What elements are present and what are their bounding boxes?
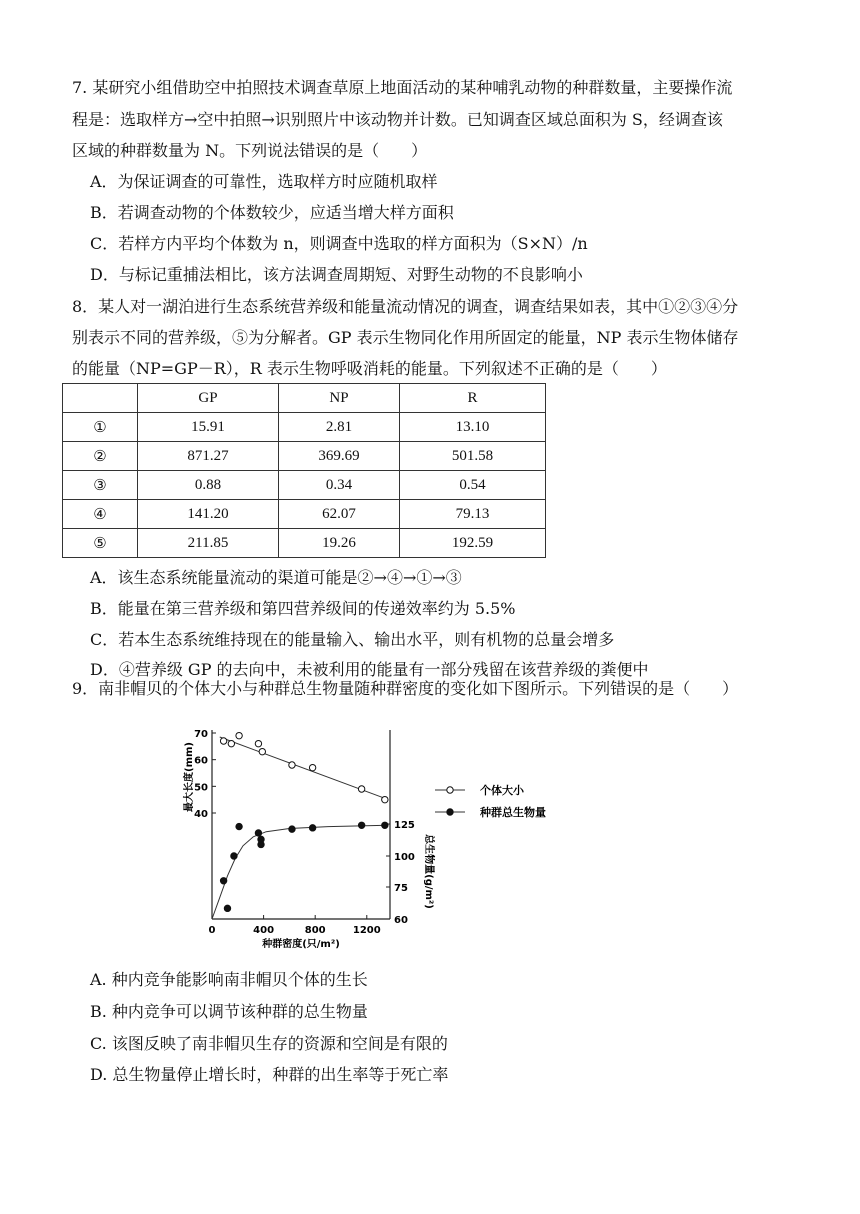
fit-curve <box>212 825 385 919</box>
data-point-filled <box>255 830 261 836</box>
y-right-tick-label: 75 <box>394 883 408 894</box>
data-point-filled <box>258 836 264 842</box>
table-cell: 0.54 <box>400 471 546 500</box>
table-row <box>63 471 546 500</box>
y-right-tick-label: 125 <box>394 820 415 831</box>
table-cell: 0.88 <box>138 471 279 500</box>
table-cell: ④ <box>63 500 138 529</box>
table-header-cell <box>63 384 138 413</box>
y-left-axis-label: 最大长度(mm) <box>184 742 195 812</box>
y-right-tick-label: 100 <box>394 852 415 863</box>
q8-option-b: B．能量在第三营养级和第四营养级间的传递效率约为 5.5% <box>90 599 516 618</box>
y-left-tick-label: 40 <box>194 809 208 820</box>
q7-option-a: A．为保证调查的可靠性，选取样方时应随机取样 <box>90 172 438 191</box>
data-point-open <box>259 748 265 754</box>
q7-stem-line-2: 程是：选取样方→空中拍照→识别照片中该动物并计数。已知调查区域总面积为 S，经调查该 <box>72 110 723 129</box>
q7-option-b: B．若调查动物的个体数较少，应适当增大样方面积 <box>90 203 454 222</box>
energy-table <box>62 383 546 558</box>
legend-marker <box>447 787 453 793</box>
table-header-cell: R <box>400 384 546 413</box>
table-cell: ① <box>63 413 138 442</box>
table-row <box>63 529 546 558</box>
legend-label: 种群总生物量 <box>480 806 546 819</box>
y-right-axis-label: 总生物量(g/m²) <box>423 834 434 909</box>
q9-option-c: C. 该图反映了南非帽贝生存的资源和空间是有限的 <box>90 1034 448 1053</box>
table-cell: ③ <box>63 471 138 500</box>
data-point-filled <box>358 822 364 828</box>
table-row <box>63 442 546 471</box>
population-density-chart <box>184 718 590 958</box>
data-point-open <box>358 786 364 792</box>
table-cell: ⑤ <box>63 529 138 558</box>
y-left-tick-label: 60 <box>194 755 208 767</box>
y-left-tick-label: 50 <box>194 782 208 794</box>
data-point-open <box>236 732 242 738</box>
q8-stem-line-1: 8．某人对一湖泊进行生态系统营养级和能量流动情况的调查，调查结果如表，其中①②③④分 <box>72 297 739 316</box>
q8-option-a: A．该生态系统能量流动的渠道可能是②→④→①→③ <box>90 568 462 587</box>
table-cell: 192.59 <box>400 529 546 558</box>
data-point-filled <box>220 878 226 884</box>
q7-stem-line-1: 7. 某研究小组借助空中拍照技术调查草原上地面活动的某种哺乳动物的种群数量，主要操作流 <box>72 78 733 97</box>
table-cell: 2.81 <box>279 413 400 442</box>
data-point-open <box>309 764 315 770</box>
x-tick-label: 0 <box>208 925 216 936</box>
table-header-cell: NP <box>279 384 400 413</box>
chart-marks <box>212 732 388 919</box>
q8-option-c: C．若本生态系统维持现在的能量输入、输出水平，则有机物的总量会增多 <box>90 630 615 649</box>
q8-stem-line-3: 的能量（NP=GP－R），R 表示生物呼吸消耗的能量。下列叙述不正确的是（ ） <box>72 359 667 378</box>
table-cell: 19.26 <box>279 529 400 558</box>
table-row <box>63 500 546 529</box>
q7-stem-line-3: 区域的种群数量为 N。下列说法错误的是（ ） <box>72 141 428 160</box>
data-point-open <box>382 796 388 802</box>
table-row <box>63 413 546 442</box>
q7-option-c: C．若样方内平均个体数为 n，则调查中选取的样方面积为（S×N）/n <box>90 234 588 253</box>
data-point-filled <box>289 826 295 832</box>
table-header-row <box>63 384 546 413</box>
data-point-open <box>228 740 234 746</box>
x-tick-label: 1200 <box>352 925 381 936</box>
table-cell: 0.34 <box>279 471 400 500</box>
data-point-open <box>220 738 226 744</box>
data-point-filled <box>224 905 230 911</box>
q9-option-b: B. 种内竞争可以调节该种群的总生物量 <box>90 1002 368 1021</box>
table-cell: 871.27 <box>138 442 279 471</box>
q9-option-d: D. 总生物量停止增长时，种群的出生率等于死亡率 <box>90 1065 449 1084</box>
x-tick-label: 800 <box>304 925 326 936</box>
legend-label: 个体大小 <box>480 784 524 797</box>
table-cell: 501.58 <box>400 442 546 471</box>
q9-option-a: A. 种内竞争能影响南非帽贝个体的生长 <box>90 970 368 989</box>
q9-stem: 9．南非帽贝的个体大小与种群总生物量随种群密度的变化如下图所示。下列错误的是（ ） <box>72 679 739 698</box>
chart-axes <box>182 729 436 950</box>
q8-option-d: D．④营养级 GP 的去向中，未被利用的能量有一部分残留在该营养级的粪便中 <box>90 660 649 679</box>
data-point-open <box>255 740 261 746</box>
table-cell: 62.07 <box>279 500 400 529</box>
data-point-filled <box>236 823 242 829</box>
x-axis-label: 种群密度(只/m²) <box>262 939 340 950</box>
data-point-filled <box>309 825 315 831</box>
q7-option-d: D．与标记重捕法相比，该方法调查周期短、对野生动物的不良影响小 <box>90 265 583 284</box>
table-cell: 211.85 <box>138 529 279 558</box>
table-cell: 15.91 <box>138 413 279 442</box>
table-cell: ② <box>63 442 138 471</box>
legend-marker <box>447 809 453 815</box>
table-cell: 79.13 <box>400 500 546 529</box>
y-right-tick-label: 60 <box>394 915 408 926</box>
table-header-cell: GP <box>138 384 279 413</box>
q8-stem-line-2: 别表示不同的营养级，⑤为分解者。GP 表示生物同化作用所固定的能量，NP 表示生物体储存 <box>72 328 739 347</box>
x-tick-label: 400 <box>253 925 275 936</box>
table-cell: 369.69 <box>279 442 400 471</box>
table-cell: 141.20 <box>138 500 279 529</box>
data-point-filled <box>231 853 237 859</box>
data-point-open <box>289 762 295 768</box>
y-left-tick-label: 70 <box>194 729 208 740</box>
table-cell: 13.10 <box>400 413 546 442</box>
data-point-filled <box>382 822 388 828</box>
chart-legend <box>435 783 546 819</box>
